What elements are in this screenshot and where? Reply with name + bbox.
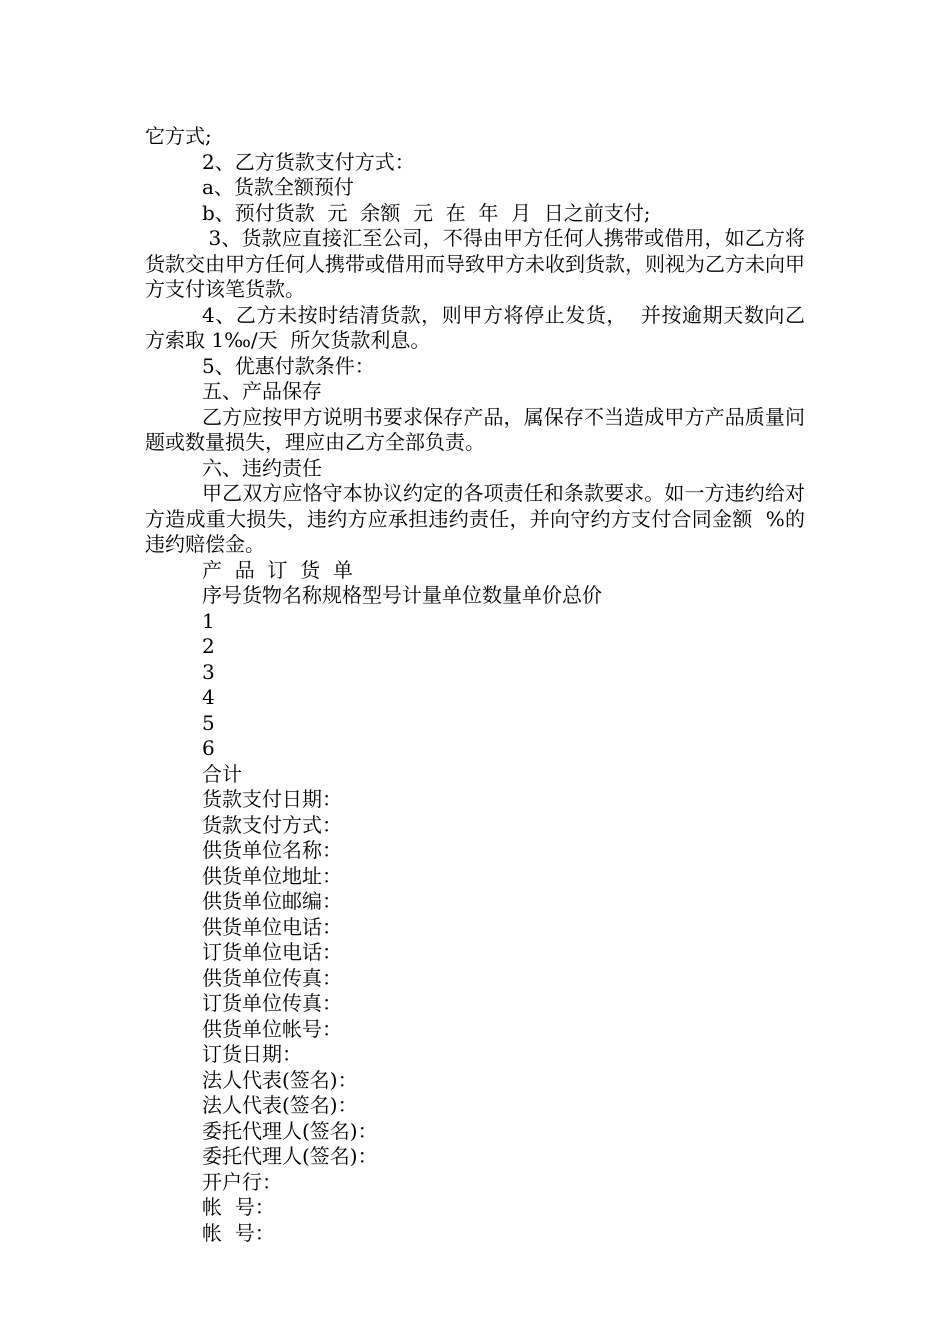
form-field-label: 供货单位名称： <box>202 838 342 862</box>
clause-paragraph: 它方式; <box>145 124 212 148</box>
form-field-label: 订货单位传真： <box>202 991 342 1015</box>
clause-paragraph: a、货款全额预付 <box>202 175 354 199</box>
form-field-label: 帐 号： <box>202 1220 275 1245</box>
order-form-rows <box>145 609 805 762</box>
document-body <box>145 124 805 1246</box>
form-field-label: 供货单位地址： <box>202 863 342 888</box>
order-row-number: 3 <box>202 659 215 684</box>
clause-paragraph: 五、产品保存 <box>202 379 322 403</box>
clause-paragraph: 六、违约责任 <box>202 455 322 480</box>
clause-paragraph: 4、乙方未按时结清货款，则甲方将停止发货， 并按逾期天数向乙方索取 1‰/天 所欠货款利息。 <box>145 302 805 352</box>
order-row-number: 4 <box>202 685 215 709</box>
order-form <box>145 558 805 788</box>
order-form-title: 产 品 订 货 单 <box>202 557 353 582</box>
form-field-label: 法人代表(签名)： <box>202 1093 358 1117</box>
contract-clauses <box>145 124 805 558</box>
form-field-label: 法人代表(签名)： <box>202 1067 358 1092</box>
clause-paragraph: 3、货款应直接汇至公司，不得由甲方任何人携带或借用，如乙方将货款交由甲方任何人携带或借用而导致甲方未收到货款，则视为乙方未向甲方支付该笔货款。 <box>145 226 806 301</box>
clause-paragraph: 乙方应按甲方说明书要求保存产品，属保存不当造成甲方产品质量问题或数量损失，理应由乙方全部负责。 <box>145 404 805 454</box>
form-field-label: 货款支付方式： <box>202 812 342 837</box>
form-field-label: 供货单位帐号： <box>202 1016 342 1041</box>
form-field-label: 供货单位传真： <box>202 965 342 990</box>
order-row-number: 1 <box>202 608 215 633</box>
form-field-label: 供货单位邮编： <box>202 889 342 913</box>
form-field-label: 订货单位电话： <box>202 940 342 964</box>
order-form-total: 合计 <box>202 761 242 786</box>
order-form-header: 序号货物名称规格型号计量单位数量单价总价 <box>202 583 602 607</box>
form-field-label: 开户行： <box>202 1169 282 1194</box>
order-row-number: 6 <box>202 736 215 760</box>
clause-paragraph: 2、乙方货款支付方式： <box>202 149 415 174</box>
form-field-label: 供货单位电话： <box>202 914 342 939</box>
order-row-number: 5 <box>202 710 215 735</box>
form-field-label: 委托代理人(签名)： <box>202 1118 378 1143</box>
clause-paragraph: b、预付货款 元 余额 元 在 年 月 日之前支付; <box>202 200 651 225</box>
form-field-label: 订货日期： <box>202 1042 302 1066</box>
form-field-label: 帐 号： <box>202 1195 275 1219</box>
form-field-label: 委托代理人(签名)： <box>202 1144 378 1168</box>
clause-paragraph: 甲乙双方应恪守本协议约定的各项责任和条款要求。如一方违约给对方造成重大损失，违约方应承担违约责任，并向守约方支付合同金额 %的违约赔偿金。 <box>145 481 805 556</box>
clause-paragraph: 5、优惠付款条件： <box>202 353 375 378</box>
order-row-number: 2 <box>202 634 215 658</box>
form-field-label: 货款支付日期： <box>202 787 342 811</box>
signature-fields <box>145 787 805 1246</box>
